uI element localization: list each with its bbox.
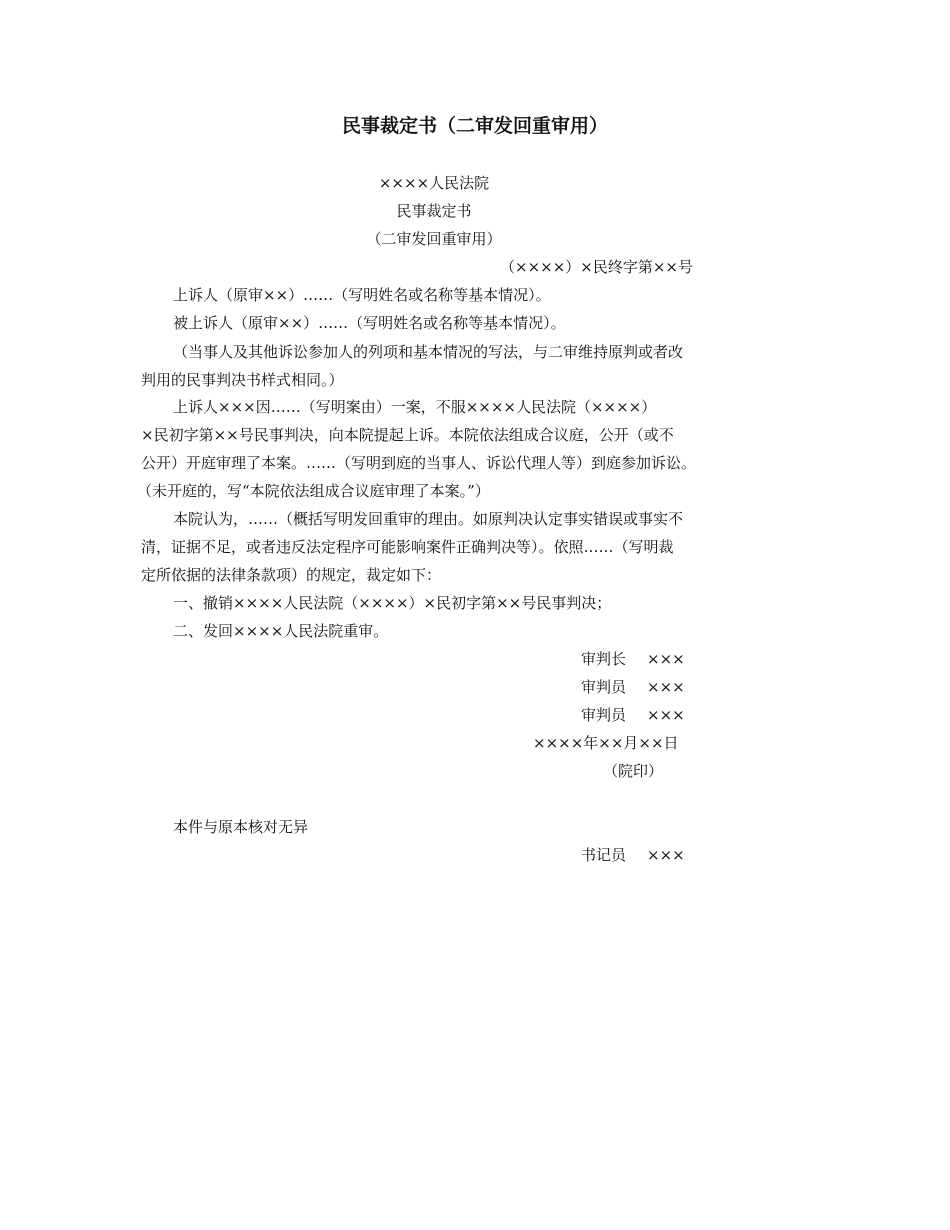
- clerk-role: 书记员: [581, 846, 627, 864]
- signature-name: ×××: [647, 706, 685, 724]
- signature-role: 审判长: [581, 650, 627, 668]
- appellee-line: 被上诉人（原审××）……（写明姓名或名称等基本情况）。: [173, 314, 566, 332]
- document-date: ××××年××月××日: [533, 734, 679, 752]
- signature-line: [581, 677, 685, 697]
- document-title: 民事裁定书（二审发回重审用）: [341, 115, 608, 137]
- signature-role: 审判员: [581, 706, 627, 724]
- clerk-line: [581, 845, 685, 865]
- doc-subtype: （二审发回重审用）: [366, 230, 502, 248]
- signature-line: [581, 705, 685, 725]
- court-name: ××××人民法院: [378, 174, 490, 192]
- case-facts-line: （未开庭的，写“本院依法组成合议庭审理了本案。”）: [137, 482, 490, 500]
- signature-name: ×××: [647, 678, 685, 696]
- case-facts-line: 公开）开庭审理了本案。……（写明到庭的当事人、诉讼代理人等）到庭参加诉讼。: [141, 454, 697, 472]
- verification-note: 本件与原本核对无异: [173, 818, 309, 836]
- clerk-name: ×××: [647, 846, 685, 864]
- party-note-line: 判用的民事判决书样式相同。）: [141, 371, 344, 389]
- reasoning-line: 清，证据不足，或者违反法定程序可能影响案件正确判决等）。依照……（写明裁: [141, 538, 674, 556]
- case-facts-line: ×民初字第××号民事判决，向本院提起上诉。本院依法组成合议庭，公开（或不: [141, 426, 674, 444]
- appellant-line: 上诉人（原审××）……（写明姓名或名称等基本情况）。: [173, 286, 551, 304]
- court-seal: （院印）: [603, 762, 664, 780]
- case-facts-line: 上诉人×××因……（写明案由）一案，不服××××人民法院（××××）: [173, 398, 657, 416]
- signature-role: 审判员: [581, 678, 627, 696]
- party-note-line: （当事人及其他诉讼参加人的列项和基本情况的写法，与二审维持原判或者改: [173, 343, 684, 361]
- signature-name: ×××: [647, 650, 685, 668]
- case-number: （××××）×民终字第××号: [500, 258, 693, 276]
- ruling-item: 二、发回××××人民法院重审。: [173, 622, 389, 640]
- reasoning-line: 定所依据的法律条款项）的规定，裁定如下：: [141, 566, 442, 584]
- ruling-item: 一、撤销××××人民法院（××××）×民初字第××号民事判决；: [173, 594, 612, 612]
- reasoning-line: 本院认为，……（概括写明发回重审的理由。如原判决认定事实错误或事实不: [173, 510, 684, 528]
- doc-type: 民事裁定书: [396, 202, 472, 220]
- signature-line: [581, 649, 685, 669]
